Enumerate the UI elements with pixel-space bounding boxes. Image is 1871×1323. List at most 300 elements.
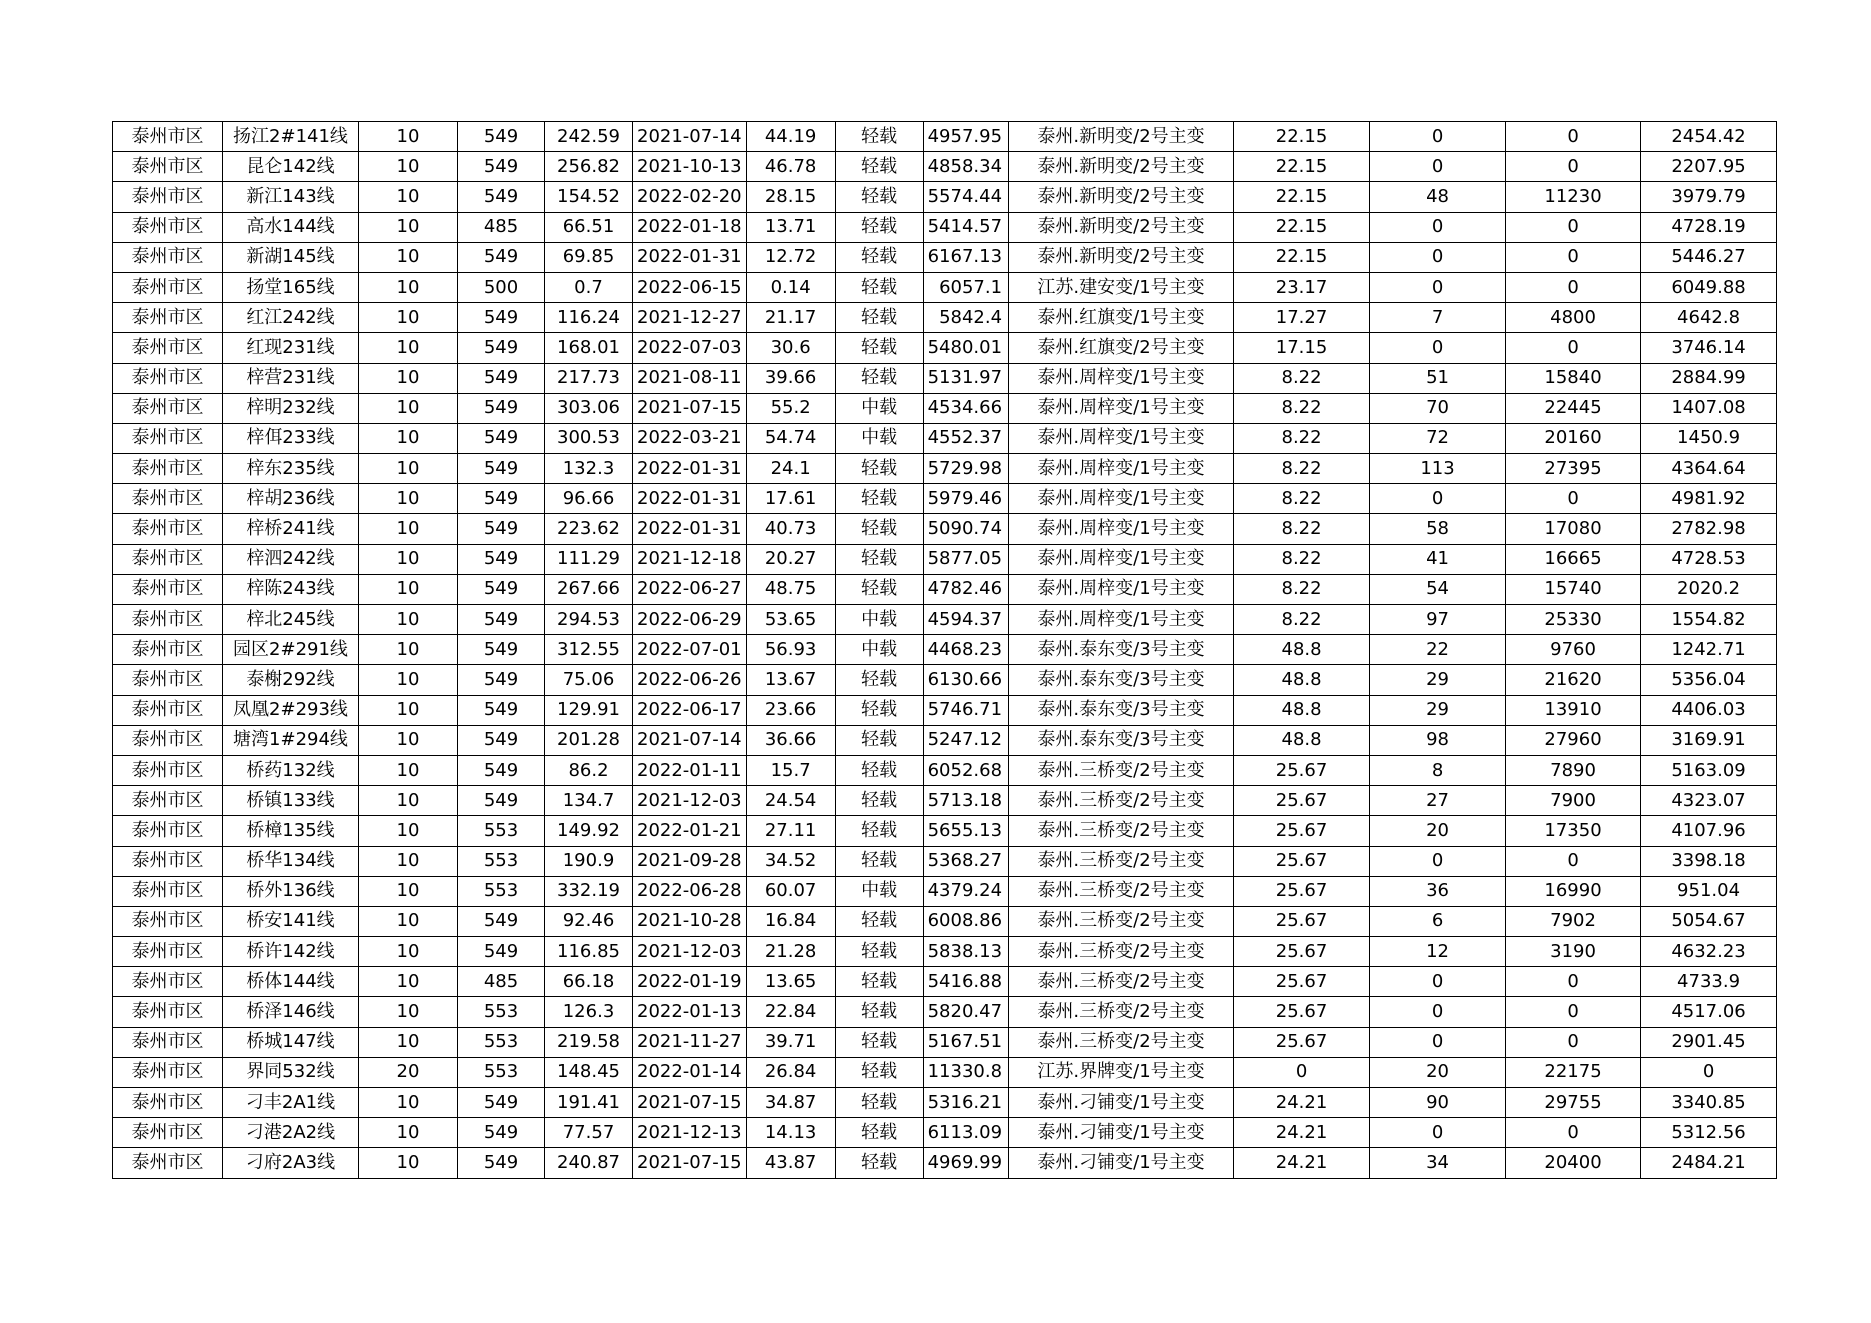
cell-load-status: 轻载 [835, 906, 923, 936]
cell-source-transformer: 泰州.三桥变/2号主变 [1009, 816, 1234, 846]
table-row [113, 182, 1777, 212]
cell-connected-users: 20 [1370, 816, 1506, 846]
cell-max-load: 240.87 [545, 1148, 633, 1178]
cell-max-load: 66.51 [545, 212, 633, 242]
cell-transformer-load-rate: 24.21 [1234, 1118, 1370, 1148]
cell-max-load-date: 2021-12-27 [633, 303, 747, 333]
cell-max-load: 66.18 [545, 967, 633, 997]
cell-load-status: 中载 [835, 393, 923, 423]
cell-rated-capacity: 549 [458, 182, 545, 212]
cell-connected-users: 0 [1370, 846, 1506, 876]
cell-voltage-kv: 10 [359, 363, 458, 393]
cell-source-transformer: 泰州.泰东变/3号主变 [1009, 725, 1234, 755]
cell-source-transformer: 泰州.三桥变/2号主变 [1009, 967, 1234, 997]
cell-line-name: 桥安141线 [223, 906, 359, 936]
cell-line-name: 高水144线 [223, 212, 359, 242]
cell-max-load: 168.01 [545, 333, 633, 363]
cell-max-load-date: 2022-01-18 [633, 212, 747, 242]
cell-line-name: 梓泗242线 [223, 544, 359, 574]
cell-remaining-capacity: 4728.53 [1641, 544, 1777, 574]
cell-connected-users: 70 [1370, 393, 1506, 423]
cell-load-rate: 27.11 [746, 816, 835, 846]
cell-district: 泰州市区 [113, 695, 223, 725]
table-row [113, 876, 1777, 906]
cell-line-name: 刁港2A2线 [223, 1118, 359, 1148]
cell-transformer-load-rate: 17.15 [1234, 333, 1370, 363]
cell-voltage-kv: 10 [359, 786, 458, 816]
cell-transformer-load-rate: 24.21 [1234, 1148, 1370, 1178]
cell-load-status: 轻载 [835, 997, 923, 1027]
cell-max-load: 134.7 [545, 786, 633, 816]
cell-load-status: 轻载 [835, 574, 923, 604]
cell-connected-users: 0 [1370, 152, 1506, 182]
cell-transformer-load-rate: 25.67 [1234, 997, 1370, 1027]
table-row [113, 846, 1777, 876]
cell-voltage-kv: 10 [359, 574, 458, 604]
cell-max-load: 69.85 [545, 242, 633, 272]
cell-source-transformer: 泰州.周梓变/1号主变 [1009, 484, 1234, 514]
cell-connected-capacity: 13910 [1506, 695, 1641, 725]
cell-remaining-capacity: 1407.08 [1641, 393, 1777, 423]
cell-voltage-kv: 10 [359, 937, 458, 967]
cell-district: 泰州市区 [113, 846, 223, 876]
cell-load-status: 轻载 [835, 846, 923, 876]
cell-available-capacity: 5167.51 [923, 1027, 1008, 1057]
cell-load-status: 轻载 [835, 967, 923, 997]
cell-transformer-load-rate: 22.15 [1234, 122, 1370, 152]
cell-max-load-date: 2022-01-21 [633, 816, 747, 846]
cell-connected-users: 36 [1370, 876, 1506, 906]
cell-voltage-kv: 10 [359, 544, 458, 574]
cell-connected-users: 0 [1370, 1027, 1506, 1057]
cell-max-load: 116.24 [545, 303, 633, 333]
cell-available-capacity: 6167.13 [923, 242, 1008, 272]
cell-connected-users: 0 [1370, 997, 1506, 1027]
table-row [113, 272, 1777, 302]
cell-load-status: 轻载 [835, 755, 923, 785]
cell-remaining-capacity: 5356.04 [1641, 665, 1777, 695]
cell-connected-capacity: 0 [1506, 484, 1641, 514]
cell-rated-capacity: 553 [458, 846, 545, 876]
cell-district: 泰州市区 [113, 967, 223, 997]
cell-voltage-kv: 10 [359, 605, 458, 635]
cell-transformer-load-rate: 25.67 [1234, 816, 1370, 846]
cell-max-load: 312.55 [545, 635, 633, 665]
cell-max-load-date: 2022-01-14 [633, 1057, 747, 1087]
cell-max-load: 126.3 [545, 997, 633, 1027]
cell-district: 泰州市区 [113, 605, 223, 635]
cell-max-load: 75.06 [545, 665, 633, 695]
cell-connected-capacity: 22445 [1506, 393, 1641, 423]
cell-voltage-kv: 10 [359, 393, 458, 423]
cell-connected-users: 29 [1370, 665, 1506, 695]
cell-district: 泰州市区 [113, 755, 223, 785]
cell-available-capacity: 5574.44 [923, 182, 1008, 212]
cell-source-transformer: 泰州.新明变/2号主变 [1009, 122, 1234, 152]
cell-source-transformer: 江苏.界牌变/1号主变 [1009, 1057, 1234, 1087]
cell-remaining-capacity: 5446.27 [1641, 242, 1777, 272]
cell-line-name: 桥体144线 [223, 967, 359, 997]
cell-max-load-date: 2021-07-15 [633, 1148, 747, 1178]
cell-district: 泰州市区 [113, 454, 223, 484]
cell-max-load-date: 2022-06-26 [633, 665, 747, 695]
cell-voltage-kv: 10 [359, 454, 458, 484]
cell-load-rate: 20.27 [746, 544, 835, 574]
cell-rated-capacity: 549 [458, 454, 545, 484]
cell-voltage-kv: 10 [359, 333, 458, 363]
cell-max-load-date: 2022-06-27 [633, 574, 747, 604]
cell-max-load: 86.2 [545, 755, 633, 785]
cell-connected-users: 12 [1370, 937, 1506, 967]
cell-transformer-load-rate: 22.15 [1234, 212, 1370, 242]
cell-remaining-capacity: 3746.14 [1641, 333, 1777, 363]
cell-max-load: 129.91 [545, 695, 633, 725]
cell-connected-capacity: 17350 [1506, 816, 1641, 846]
cell-remaining-capacity: 4642.8 [1641, 303, 1777, 333]
cell-line-name: 桥华134线 [223, 846, 359, 876]
cell-rated-capacity: 549 [458, 755, 545, 785]
cell-connected-users: 97 [1370, 605, 1506, 635]
cell-load-status: 轻载 [835, 544, 923, 574]
cell-load-status: 轻载 [835, 122, 923, 152]
cell-max-load: 77.57 [545, 1118, 633, 1148]
cell-connected-users: 41 [1370, 544, 1506, 574]
cell-transformer-load-rate: 8.22 [1234, 605, 1370, 635]
cell-remaining-capacity: 5054.67 [1641, 906, 1777, 936]
table-row [113, 1118, 1777, 1148]
cell-line-name: 桥樟135线 [223, 816, 359, 846]
cell-transformer-load-rate: 8.22 [1234, 544, 1370, 574]
cell-remaining-capacity: 4107.96 [1641, 816, 1777, 846]
cell-voltage-kv: 10 [359, 1027, 458, 1057]
cell-voltage-kv: 10 [359, 906, 458, 936]
cell-max-load-date: 2022-06-28 [633, 876, 747, 906]
cell-load-rate: 13.65 [746, 967, 835, 997]
cell-max-load: 217.73 [545, 363, 633, 393]
cell-line-name: 梓胡236线 [223, 484, 359, 514]
cell-remaining-capacity: 4632.23 [1641, 937, 1777, 967]
cell-connected-users: 0 [1370, 1118, 1506, 1148]
cell-load-status: 轻载 [835, 665, 923, 695]
cell-district: 泰州市区 [113, 997, 223, 1027]
cell-voltage-kv: 10 [359, 816, 458, 846]
cell-transformer-load-rate: 22.15 [1234, 152, 1370, 182]
table-row [113, 997, 1777, 1027]
cell-voltage-kv: 10 [359, 695, 458, 725]
cell-max-load-date: 2021-12-03 [633, 786, 747, 816]
cell-rated-capacity: 553 [458, 816, 545, 846]
cell-district: 泰州市区 [113, 1027, 223, 1057]
cell-remaining-capacity: 4323.07 [1641, 786, 1777, 816]
cell-max-load-date: 2021-11-27 [633, 1027, 747, 1057]
cell-line-name: 刁丰2A1线 [223, 1088, 359, 1118]
cell-available-capacity: 5368.27 [923, 846, 1008, 876]
cell-connected-users: 20 [1370, 1057, 1506, 1087]
cell-voltage-kv: 10 [359, 1088, 458, 1118]
cell-rated-capacity: 549 [458, 303, 545, 333]
cell-line-name: 桥许142线 [223, 937, 359, 967]
table-row [113, 122, 1777, 152]
cell-load-rate: 17.61 [746, 484, 835, 514]
cell-connected-capacity: 0 [1506, 333, 1641, 363]
cell-load-rate: 44.19 [746, 122, 835, 152]
cell-connected-users: 48 [1370, 182, 1506, 212]
cell-rated-capacity: 549 [458, 242, 545, 272]
cell-source-transformer: 泰州.三桥变/2号主变 [1009, 997, 1234, 1027]
table-row [113, 484, 1777, 514]
cell-available-capacity: 5480.01 [923, 333, 1008, 363]
cell-load-rate: 36.66 [746, 725, 835, 755]
cell-load-rate: 30.6 [746, 333, 835, 363]
cell-available-capacity: 5316.21 [923, 1088, 1008, 1118]
table-row [113, 333, 1777, 363]
cell-connected-capacity: 27395 [1506, 454, 1641, 484]
cell-remaining-capacity: 6049.88 [1641, 272, 1777, 302]
cell-connected-users: 34 [1370, 1148, 1506, 1178]
cell-transformer-load-rate: 25.67 [1234, 786, 1370, 816]
cell-voltage-kv: 20 [359, 1057, 458, 1087]
cell-connected-capacity: 16990 [1506, 876, 1641, 906]
cell-transformer-load-rate: 25.67 [1234, 755, 1370, 785]
cell-transformer-load-rate: 8.22 [1234, 574, 1370, 604]
cell-district: 泰州市区 [113, 1057, 223, 1087]
cell-load-status: 轻载 [835, 514, 923, 544]
cell-source-transformer: 泰州.新明变/2号主变 [1009, 182, 1234, 212]
cell-load-rate: 60.07 [746, 876, 835, 906]
cell-line-name: 桥镇133线 [223, 786, 359, 816]
cell-max-load: 149.92 [545, 816, 633, 846]
cell-connected-capacity: 25330 [1506, 605, 1641, 635]
cell-transformer-load-rate: 8.22 [1234, 393, 1370, 423]
cell-line-name: 界同532线 [223, 1057, 359, 1087]
cell-connected-users: 90 [1370, 1088, 1506, 1118]
cell-connected-capacity: 20400 [1506, 1148, 1641, 1178]
cell-line-name: 桥城147线 [223, 1027, 359, 1057]
cell-remaining-capacity: 2020.2 [1641, 574, 1777, 604]
cell-rated-capacity: 549 [458, 725, 545, 755]
cell-source-transformer: 泰州.红旗变/2号主变 [1009, 333, 1234, 363]
cell-source-transformer: 泰州.三桥变/2号主变 [1009, 906, 1234, 936]
cell-source-transformer: 泰州.周梓变/1号主变 [1009, 393, 1234, 423]
cell-rated-capacity: 549 [458, 1148, 545, 1178]
cell-line-name: 梓北245线 [223, 605, 359, 635]
cell-load-rate: 56.93 [746, 635, 835, 665]
cell-district: 泰州市区 [113, 544, 223, 574]
cell-load-status: 轻载 [835, 454, 923, 484]
cell-remaining-capacity: 2454.42 [1641, 122, 1777, 152]
cell-max-load-date: 2021-12-03 [633, 937, 747, 967]
cell-source-transformer: 泰州.新明变/2号主变 [1009, 152, 1234, 182]
cell-load-status: 轻载 [835, 1148, 923, 1178]
cell-rated-capacity: 549 [458, 393, 545, 423]
cell-available-capacity: 6130.66 [923, 665, 1008, 695]
cell-rated-capacity: 553 [458, 876, 545, 906]
cell-transformer-load-rate: 25.67 [1234, 967, 1370, 997]
cell-max-load: 300.53 [545, 423, 633, 453]
cell-voltage-kv: 10 [359, 423, 458, 453]
cell-connected-capacity: 4800 [1506, 303, 1641, 333]
cell-source-transformer: 泰州.三桥变/2号主变 [1009, 876, 1234, 906]
cell-voltage-kv: 10 [359, 242, 458, 272]
cell-remaining-capacity: 3979.79 [1641, 182, 1777, 212]
cell-voltage-kv: 10 [359, 725, 458, 755]
cell-available-capacity: 5416.88 [923, 967, 1008, 997]
table-row [113, 242, 1777, 272]
cell-connected-capacity: 3190 [1506, 937, 1641, 967]
cell-connected-capacity: 0 [1506, 846, 1641, 876]
cell-district: 泰州市区 [113, 1148, 223, 1178]
cell-connected-capacity: 9760 [1506, 635, 1641, 665]
table-row [113, 816, 1777, 846]
cell-load-rate: 39.71 [746, 1027, 835, 1057]
cell-max-load: 116.85 [545, 937, 633, 967]
cell-line-name: 梓营231线 [223, 363, 359, 393]
cell-available-capacity: 5090.74 [923, 514, 1008, 544]
cell-transformer-load-rate: 25.67 [1234, 937, 1370, 967]
cell-connected-capacity: 15740 [1506, 574, 1641, 604]
cell-line-name: 桥泽146线 [223, 997, 359, 1027]
cell-load-rate: 48.75 [746, 574, 835, 604]
cell-connected-capacity: 0 [1506, 967, 1641, 997]
cell-load-rate: 21.28 [746, 937, 835, 967]
cell-connected-users: 0 [1370, 484, 1506, 514]
cell-max-load-date: 2021-09-28 [633, 846, 747, 876]
cell-connected-users: 7 [1370, 303, 1506, 333]
cell-remaining-capacity: 4981.92 [1641, 484, 1777, 514]
cell-available-capacity: 5131.97 [923, 363, 1008, 393]
cell-rated-capacity: 485 [458, 967, 545, 997]
cell-max-load-date: 2021-07-14 [633, 725, 747, 755]
cell-remaining-capacity: 1554.82 [1641, 605, 1777, 635]
cell-district: 泰州市区 [113, 574, 223, 604]
cell-max-load: 294.53 [545, 605, 633, 635]
cell-district: 泰州市区 [113, 786, 223, 816]
cell-source-transformer: 泰州.三桥变/2号主变 [1009, 786, 1234, 816]
cell-load-rate: 12.72 [746, 242, 835, 272]
cell-max-load-date: 2021-07-14 [633, 122, 747, 152]
cell-max-load: 242.59 [545, 122, 633, 152]
cell-source-transformer: 泰州.三桥变/2号主变 [1009, 1027, 1234, 1057]
cell-source-transformer: 泰州.刁铺变/1号主变 [1009, 1118, 1234, 1148]
cell-available-capacity: 11330.8 [923, 1057, 1008, 1087]
cell-load-status: 轻载 [835, 786, 923, 816]
cell-rated-capacity: 549 [458, 514, 545, 544]
cell-source-transformer: 泰州.泰东变/3号主变 [1009, 695, 1234, 725]
cell-load-rate: 34.87 [746, 1088, 835, 1118]
cell-load-rate: 21.17 [746, 303, 835, 333]
cell-load-rate: 14.13 [746, 1118, 835, 1148]
cell-district: 泰州市区 [113, 514, 223, 544]
cell-remaining-capacity: 4364.64 [1641, 454, 1777, 484]
cell-max-load-date: 2022-01-19 [633, 967, 747, 997]
cell-max-load-date: 2022-07-01 [633, 635, 747, 665]
cell-voltage-kv: 10 [359, 1118, 458, 1148]
cell-load-rate: 43.87 [746, 1148, 835, 1178]
cell-load-rate: 24.1 [746, 454, 835, 484]
cell-available-capacity: 4969.99 [923, 1148, 1008, 1178]
cell-load-rate: 53.65 [746, 605, 835, 635]
cell-available-capacity: 4379.24 [923, 876, 1008, 906]
cell-max-load: 332.19 [545, 876, 633, 906]
cell-max-load-date: 2021-12-18 [633, 544, 747, 574]
cell-load-status: 中载 [835, 605, 923, 635]
cell-source-transformer: 泰州.刁铺变/1号主变 [1009, 1148, 1234, 1178]
cell-remaining-capacity: 5312.56 [1641, 1118, 1777, 1148]
cell-source-transformer: 泰州.刁铺变/1号主变 [1009, 1088, 1234, 1118]
cell-load-rate: 54.74 [746, 423, 835, 453]
cell-district: 泰州市区 [113, 303, 223, 333]
cell-available-capacity: 6008.86 [923, 906, 1008, 936]
cell-available-capacity: 6057.1 [923, 272, 1008, 302]
cell-max-load-date: 2022-01-31 [633, 242, 747, 272]
cell-voltage-kv: 10 [359, 484, 458, 514]
cell-transformer-load-rate: 23.17 [1234, 272, 1370, 302]
cell-max-load-date: 2022-07-03 [633, 333, 747, 363]
cell-remaining-capacity: 3398.18 [1641, 846, 1777, 876]
table-row [113, 1027, 1777, 1057]
cell-source-transformer: 泰州.周梓变/1号主变 [1009, 514, 1234, 544]
cell-connected-capacity: 0 [1506, 152, 1641, 182]
line-load-table [112, 121, 1777, 1179]
cell-available-capacity: 5746.71 [923, 695, 1008, 725]
cell-rated-capacity: 549 [458, 1118, 545, 1148]
cell-line-name: 桥药132线 [223, 755, 359, 785]
cell-load-status: 轻载 [835, 272, 923, 302]
cell-voltage-kv: 10 [359, 212, 458, 242]
cell-max-load-date: 2022-01-31 [633, 454, 747, 484]
cell-connected-capacity: 22175 [1506, 1057, 1641, 1087]
cell-source-transformer: 泰州.三桥变/2号主变 [1009, 937, 1234, 967]
cell-load-status: 轻载 [835, 363, 923, 393]
cell-connected-capacity: 0 [1506, 1118, 1641, 1148]
cell-max-load-date: 2021-10-28 [633, 906, 747, 936]
cell-district: 泰州市区 [113, 725, 223, 755]
cell-source-transformer: 泰州.三桥变/2号主变 [1009, 846, 1234, 876]
cell-voltage-kv: 10 [359, 876, 458, 906]
cell-district: 泰州市区 [113, 1118, 223, 1148]
cell-connected-users: 0 [1370, 272, 1506, 302]
cell-rated-capacity: 549 [458, 635, 545, 665]
cell-available-capacity: 5729.98 [923, 454, 1008, 484]
table-row [113, 786, 1777, 816]
cell-max-load-date: 2021-08-11 [633, 363, 747, 393]
cell-rated-capacity: 553 [458, 997, 545, 1027]
cell-district: 泰州市区 [113, 484, 223, 514]
cell-connected-capacity: 0 [1506, 272, 1641, 302]
cell-remaining-capacity: 2901.45 [1641, 1027, 1777, 1057]
table-row [113, 212, 1777, 242]
cell-load-rate: 28.15 [746, 182, 835, 212]
cell-connected-capacity: 7890 [1506, 755, 1641, 785]
table-row [113, 665, 1777, 695]
cell-available-capacity: 6052.68 [923, 755, 1008, 785]
cell-line-name: 红现231线 [223, 333, 359, 363]
table-row [113, 967, 1777, 997]
cell-district: 泰州市区 [113, 363, 223, 393]
cell-available-capacity: 5838.13 [923, 937, 1008, 967]
cell-available-capacity: 4957.95 [923, 122, 1008, 152]
cell-rated-capacity: 553 [458, 1057, 545, 1087]
cell-connected-capacity: 0 [1506, 212, 1641, 242]
cell-voltage-kv: 10 [359, 967, 458, 997]
cell-connected-capacity: 27960 [1506, 725, 1641, 755]
cell-voltage-kv: 10 [359, 152, 458, 182]
cell-max-load-date: 2021-12-13 [633, 1118, 747, 1148]
cell-line-name: 园区2#291线 [223, 635, 359, 665]
cell-max-load: 111.29 [545, 544, 633, 574]
cell-max-load-date: 2022-06-15 [633, 272, 747, 302]
cell-remaining-capacity: 2782.98 [1641, 514, 1777, 544]
